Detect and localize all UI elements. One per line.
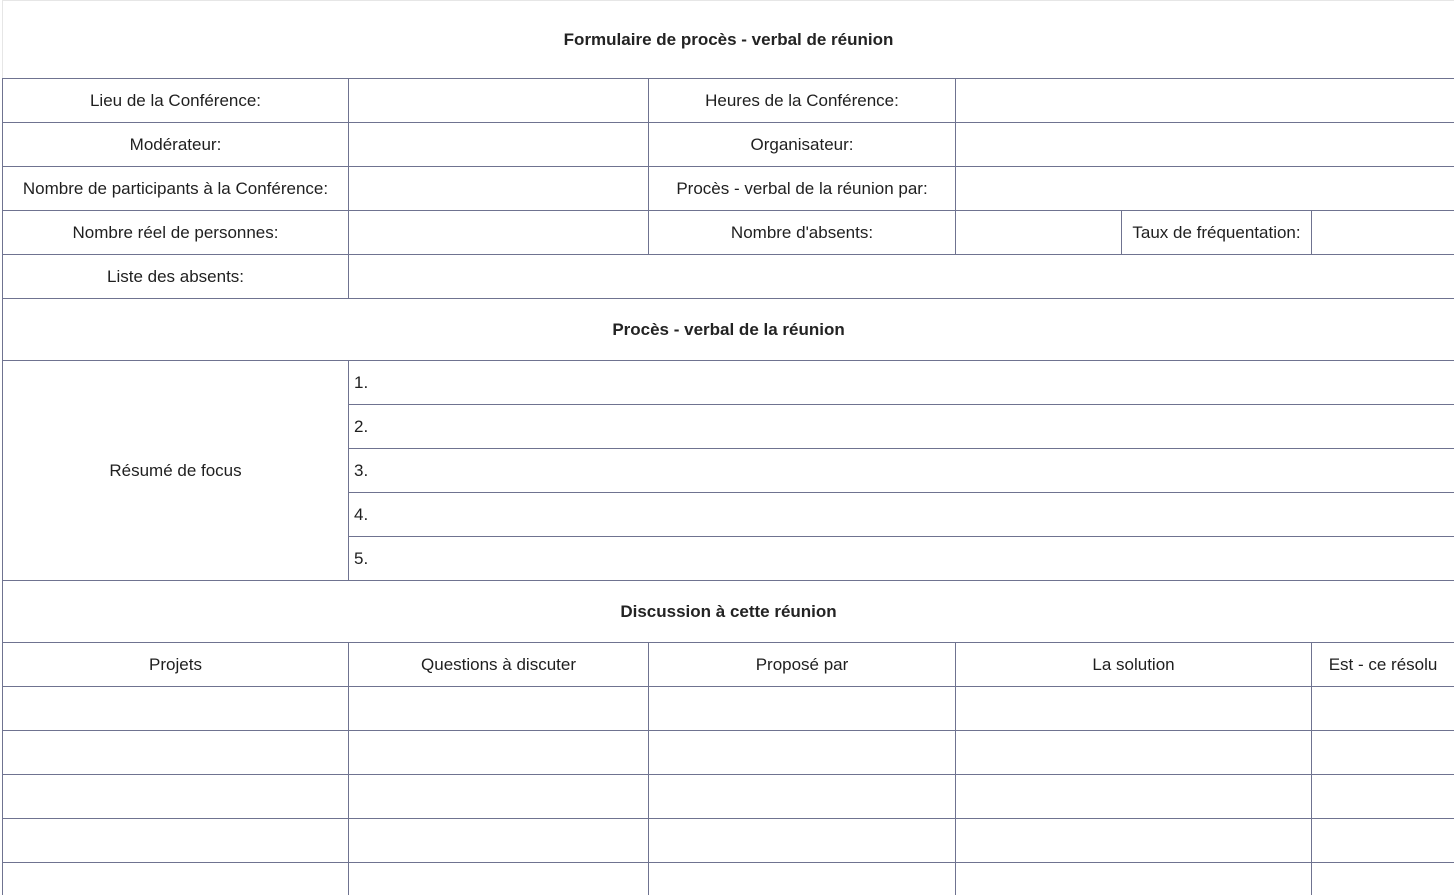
proces-verbal-par-field[interactable] xyxy=(956,167,1454,211)
projets-cell[interactable] xyxy=(3,819,349,863)
proces-verbal-par-label: Procès - verbal de la réunion par: xyxy=(649,167,956,211)
focus-item-4[interactable]: 4. xyxy=(349,493,1454,537)
info-row xyxy=(3,123,1454,167)
moderateur-label: Modérateur: xyxy=(3,123,349,167)
liste-absents-field[interactable] xyxy=(349,255,1454,299)
organisateur-label: Organisateur: xyxy=(649,123,956,167)
propose-par-cell[interactable] xyxy=(649,731,956,775)
questions-cell[interactable] xyxy=(349,731,649,775)
resolu-cell[interactable] xyxy=(1312,731,1454,775)
propose-par-cell[interactable] xyxy=(649,863,956,895)
info-row xyxy=(3,211,1454,255)
column-header-propose-par: Proposé par xyxy=(649,643,956,687)
discussion-header-row xyxy=(3,643,1454,687)
focus-label: Résumé de focus xyxy=(3,361,349,581)
focus-row xyxy=(3,361,1454,405)
minutes-section-title: Procès - verbal de la réunion xyxy=(3,299,1454,361)
discussion-row xyxy=(3,863,1454,895)
nombre-participants-label: Nombre de participants à la Conférence: xyxy=(3,167,349,211)
column-header-questions: Questions à discuter xyxy=(349,643,649,687)
projets-cell[interactable] xyxy=(3,687,349,731)
heures-label: Heures de la Conférence: xyxy=(649,79,956,123)
questions-cell[interactable] xyxy=(349,775,649,819)
taux-field[interactable] xyxy=(1312,211,1454,255)
nombre-participants-field[interactable] xyxy=(349,167,649,211)
resolu-cell[interactable] xyxy=(1312,819,1454,863)
solution-cell[interactable] xyxy=(956,819,1312,863)
projets-cell[interactable] xyxy=(3,775,349,819)
solution-cell[interactable] xyxy=(956,687,1312,731)
solution-cell[interactable] xyxy=(956,863,1312,895)
info-row xyxy=(3,167,1454,211)
resolu-cell[interactable] xyxy=(1312,775,1454,819)
organisateur-field[interactable] xyxy=(956,123,1454,167)
solution-cell[interactable] xyxy=(956,775,1312,819)
column-header-resolu: Est - ce résolu xyxy=(1312,643,1454,687)
discussion-row xyxy=(3,819,1454,863)
resolu-cell[interactable] xyxy=(1312,863,1454,895)
lieu-label: Lieu de la Conférence: xyxy=(3,79,349,123)
nombre-absents-label: Nombre d'absents: xyxy=(649,211,956,255)
discussion-section-title: Discussion à cette réunion xyxy=(3,581,1454,643)
lieu-field[interactable] xyxy=(349,79,649,123)
taux-label: Taux de fréquentation: xyxy=(1122,211,1312,255)
form-title: Formulaire de procès - verbal de réunion xyxy=(3,1,1454,79)
focus-item-3[interactable]: 3. xyxy=(349,449,1454,493)
discussion-row xyxy=(3,687,1454,731)
questions-cell[interactable] xyxy=(349,687,649,731)
focus-item-2[interactable]: 2. xyxy=(349,405,1454,449)
meeting-minutes-form xyxy=(2,0,1454,895)
solution-cell[interactable] xyxy=(956,731,1312,775)
heures-field[interactable] xyxy=(956,79,1454,123)
propose-par-cell[interactable] xyxy=(649,819,956,863)
focus-item-5[interactable]: 5. xyxy=(349,537,1454,581)
moderateur-field[interactable] xyxy=(349,123,649,167)
discussion-row xyxy=(3,731,1454,775)
projets-cell[interactable] xyxy=(3,731,349,775)
resolu-cell[interactable] xyxy=(1312,687,1454,731)
info-row xyxy=(3,79,1454,123)
liste-absents-label: Liste des absents: xyxy=(3,255,349,299)
nombre-absents-field[interactable] xyxy=(956,211,1122,255)
questions-cell[interactable] xyxy=(349,819,649,863)
column-header-projets: Projets xyxy=(3,643,349,687)
nombre-reel-label: Nombre réel de personnes: xyxy=(3,211,349,255)
questions-cell[interactable] xyxy=(349,863,649,895)
info-row xyxy=(3,255,1454,299)
column-header-solution: La solution xyxy=(956,643,1312,687)
nombre-reel-field[interactable] xyxy=(349,211,649,255)
discussion-row xyxy=(3,775,1454,819)
propose-par-cell[interactable] xyxy=(649,687,956,731)
projets-cell[interactable] xyxy=(3,863,349,895)
focus-item-1[interactable]: 1. xyxy=(349,361,1454,405)
propose-par-cell[interactable] xyxy=(649,775,956,819)
